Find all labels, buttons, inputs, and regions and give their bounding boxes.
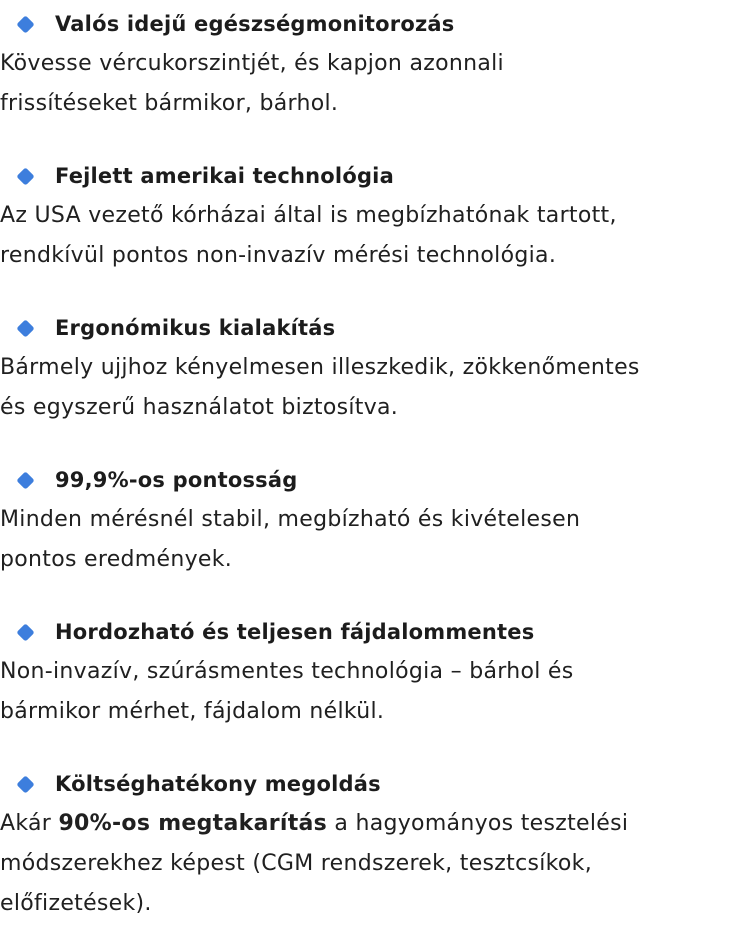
feature-description-line: Non-invazív, szúrásmentes technológia – bárhol és xyxy=(0,659,574,684)
diamond-bullet-icon xyxy=(16,471,34,489)
feature-description-text: a hagyományos tesztelési xyxy=(327,811,629,836)
feature-title: Költséghatékony megoldás xyxy=(55,772,381,796)
feature-item-realtime-monitoring xyxy=(0,4,750,124)
feature-item-portable-painless xyxy=(0,612,750,732)
feature-title: Hordozható és teljesen fájdalommentes xyxy=(55,620,535,644)
feature-description-line: rendkívül pontos non-invazív mérési technológia. xyxy=(0,243,557,268)
feature-title: Ergonómikus kialakítás xyxy=(55,316,336,340)
feature-description xyxy=(0,804,750,924)
feature-heading xyxy=(0,460,750,500)
diamond-bullet-icon xyxy=(16,167,34,185)
feature-description-line: frissítéseket bármikor, bárhol. xyxy=(0,91,339,116)
feature-item-accuracy xyxy=(0,460,750,580)
feature-description-line: módszerekhez képest (CGM rendszerek, tesztcsíkok, xyxy=(0,851,592,876)
feature-description-line: pontos eredmények. xyxy=(0,547,233,572)
feature-description-line-rich xyxy=(0,804,750,844)
feature-heading xyxy=(0,156,750,196)
feature-description xyxy=(0,652,750,732)
feature-description xyxy=(0,196,750,276)
feature-item-cost-effective xyxy=(0,764,750,924)
feature-description-line: Az USA vezető kórházai által is megbízhatónak tartott, xyxy=(0,203,617,228)
diamond-bullet-icon xyxy=(16,15,34,33)
feature-description xyxy=(0,348,750,428)
feature-description-line: Minden mérésnél stabil, megbízható és kivételesen xyxy=(0,507,581,532)
feature-title: Fejlett amerikai technológia xyxy=(55,164,394,188)
feature-title: Valós idejű egészségmonitorozás xyxy=(55,12,455,36)
feature-title: 99,9%-os pontosság xyxy=(55,468,298,492)
feature-description-text: Akár xyxy=(0,811,59,836)
feature-heading xyxy=(0,612,750,652)
feature-description-bold-text: 90%-os megtakarítás xyxy=(58,811,328,836)
feature-description xyxy=(0,44,750,124)
diamond-bullet-icon xyxy=(16,775,34,793)
feature-description-line: Bármely ujjhoz kényelmesen illeszkedik, zökkenőmentes xyxy=(0,355,640,380)
feature-description-line: bármikor mérhet, fájdalom nélkül. xyxy=(0,699,385,724)
feature-description-line: előfizetések). xyxy=(0,891,152,916)
feature-heading xyxy=(0,4,750,44)
feature-description xyxy=(0,500,750,580)
diamond-bullet-icon xyxy=(16,623,34,641)
feature-description-line: és egyszerű használatot biztosítva. xyxy=(0,395,399,420)
feature-heading xyxy=(0,308,750,348)
feature-item-us-technology xyxy=(0,156,750,276)
feature-item-ergonomic-design xyxy=(0,308,750,428)
diamond-bullet-icon xyxy=(16,319,34,337)
feature-description-line: Kövesse vércukorszintjét, és kapjon azonnali xyxy=(0,51,504,76)
feature-heading xyxy=(0,764,750,804)
